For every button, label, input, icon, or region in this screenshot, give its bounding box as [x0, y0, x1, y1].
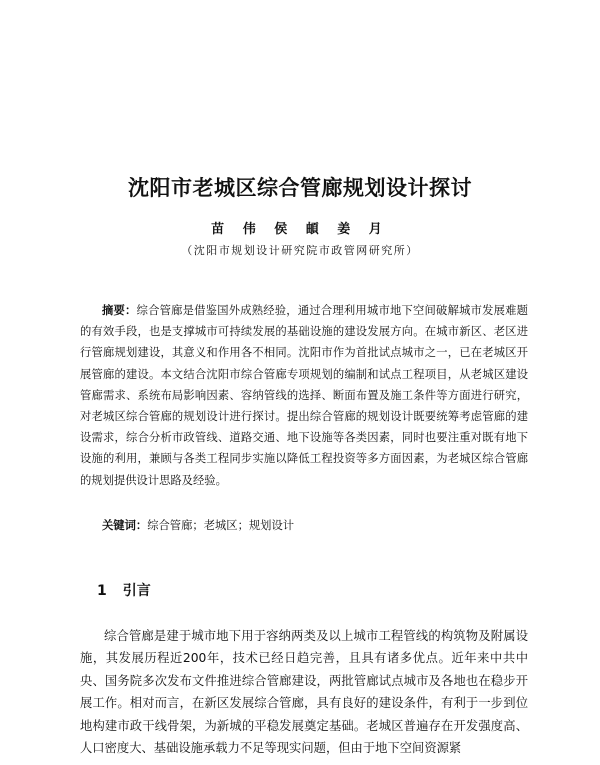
keywords-label: 关键词：	[102, 518, 148, 532]
keywords	[102, 515, 532, 536]
abstract-text: 综合管廊是借鉴国外成熟经验，通过合理利用城市地下空间破解城市发展难题的有效手段，也是支撑城市可持续发展的基础设施的建设发展方向。在城市新区、老区进行管廊规划建设，其意义和作用各不相同。沈阳市作为首批试点城市之一，已在老城区开展管廊的建设。本文结合沈阳市综合管廊专项规划的编制和试点工程项目，从老城区建设管廊需求、系统布局影响因素、容纳管线的选择、断面布置及施工条件等方面进行研究，对老城区综合管廊的规划设计进行探讨。提出综合管廊的规划设计既要统筹考虑管廊的建设需求，综合分析市政管线、道路交通、地下设施等各类因素，同时也要注重对既有地下设施的利用，兼顾与各类工程同步实施以降低工程投资等多方面因素，为老城区综合管廊的规划提供设计思路及经验。	[80, 304, 528, 487]
section-title: 引言	[122, 583, 151, 599]
paper-title: 沈阳市老城区综合管廊规划设计探讨	[128, 175, 472, 200]
body-paragraph: 综合管廊是建于城市地下用于容纳两类及以上城市工程管线的构筑物及附属设施，其发展历程近200年，技术已经日趋完善，且具有诸多优点。近年来中共中央、国务院多次发布文件推进综合管廊建设，两批管廊试点城市及各地也在稳步开展工作。相对而言，在新区发展综合管廊，具有良好的建设条件，有利于一步到位地构建市政干线骨架，为新城的平稳发展奠定基础。老城区普遍存在开发强度高、人口密度大、基础设施承载力不足等现实问题，但由于地下空间资源紧	[80, 629, 528, 756]
author-affiliation: （沈阳市规划设计研究院市政管网研究所）	[181, 244, 419, 257]
keywords-text: 综合管廊；老城区；规划设计	[147, 519, 295, 532]
abstract	[80, 300, 528, 491]
abstract-label: 摘要：	[102, 303, 137, 317]
section-number: 1	[97, 583, 107, 599]
section-heading	[97, 580, 151, 600]
author-list: 苗 伟 侯 頔 姜 月	[211, 222, 389, 237]
